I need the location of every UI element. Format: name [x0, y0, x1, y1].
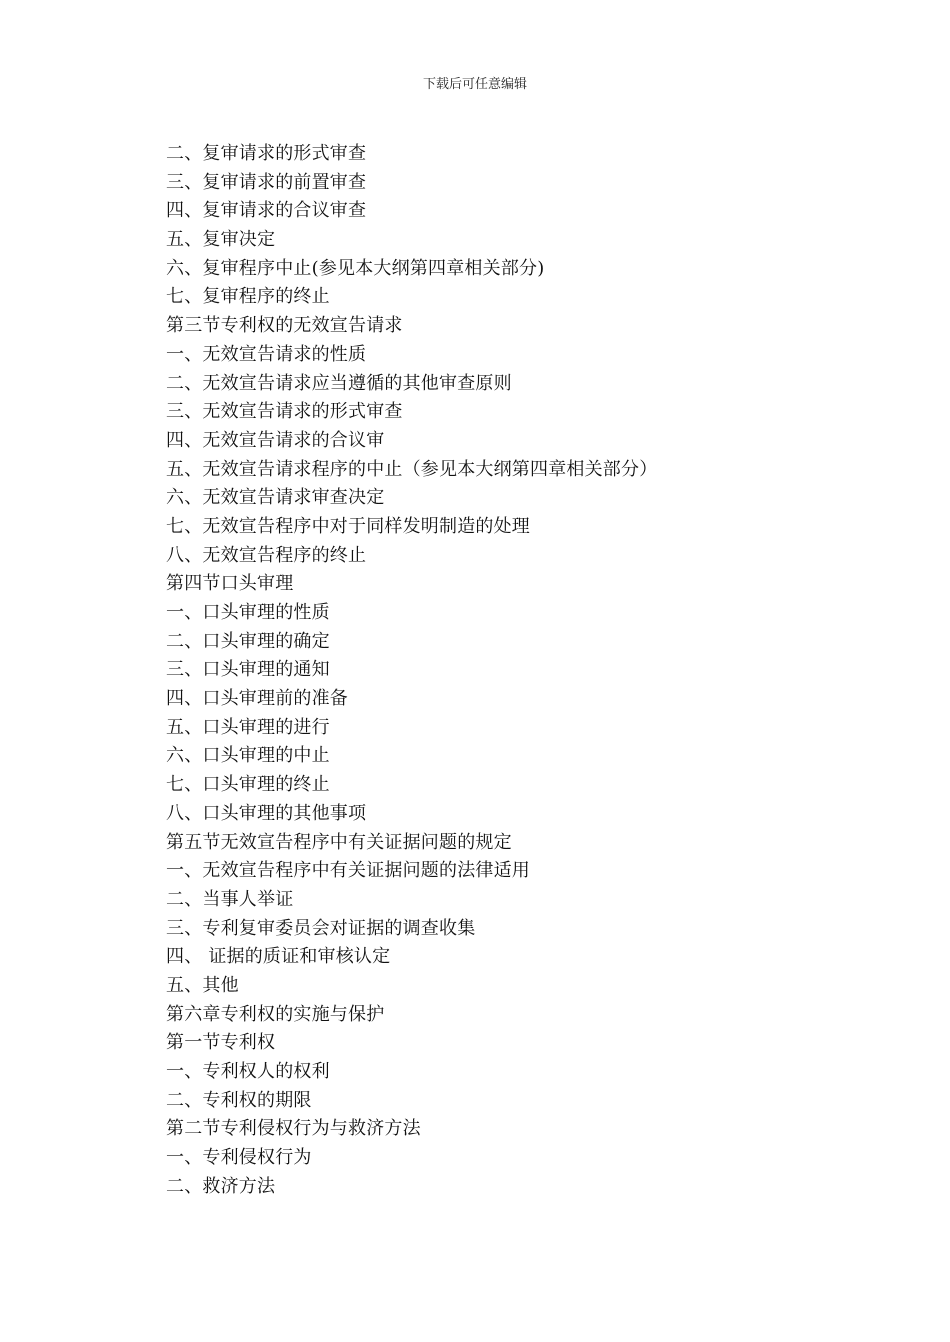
outline-line: 一、专利权人的权利 [166, 1061, 330, 1082]
outline-line: 四、无效宣告请求的合议审 [166, 429, 385, 451]
outline-line: 七、无效宣告程序中对于同样发明制造的处理 [166, 515, 530, 537]
outline-line: 四、 证据的质证和审核认定 [166, 946, 391, 968]
section-heading: 第三节专利权的无效宣告请求 [166, 315, 403, 337]
outline-line: 二、救济方法 [166, 1175, 276, 1197]
outline-line: 七、口头审理的终止 [166, 774, 330, 796]
page-header: 下载后可任意编辑 [422, 77, 527, 92]
outline-line: 六、无效宣告请求审查决定 [166, 487, 385, 509]
outline-line: 七、复审程序的终止 [166, 286, 330, 308]
outline-line: 一、专利侵权行为 [166, 1147, 312, 1169]
outline-line: 一、无效宣告请求的性质 [166, 343, 367, 365]
outline-line: 四、复审请求的合议审查 [166, 200, 367, 222]
outline-line: 一、无效宣告程序中有关证据问题的法律适用 [166, 860, 530, 882]
outline-line: 五、复审决定 [166, 229, 276, 251]
outline-line: 六、口头审理的中止 [166, 745, 330, 767]
section-heading: 第一节专利权 [166, 1032, 276, 1054]
outline-line: 二、复审请求的形式审查 [166, 143, 367, 164]
outline-line: 六、复审程序中止(参见本大纲第四章相关部分) [166, 257, 545, 279]
outline-line: 三、专利复审委员会对证据的调查收集 [166, 917, 476, 939]
outline-line: 八、无效宣告程序的终止 [166, 544, 367, 566]
outline-line: 八、口头审理的其他事项 [166, 802, 367, 824]
outline-line: 五、其他 [166, 974, 239, 996]
outline-line: 三、复审请求的前置审查 [166, 171, 367, 193]
outline-line: 二、无效宣告请求应当遵循的其他审查原则 [166, 372, 512, 394]
outline-line: 五、无效宣告请求程序的中止（参见本大纲第四章相关部分） [166, 458, 658, 480]
chapter-heading: 第六章专利权的实施与保护 [166, 1003, 385, 1025]
outline-line: 三、无效宣告请求的形式审查 [166, 401, 403, 423]
outline-line: 二、专利权的期限 [166, 1089, 312, 1111]
outline-line: 一、口头审理的性质 [166, 602, 330, 623]
outline-line: 二、口头审理的确定 [166, 630, 330, 652]
section-heading: 第五节无效宣告程序中有关证据问题的规定 [166, 831, 512, 853]
section-heading: 第二节专利侵权行为与救济方法 [166, 1118, 421, 1140]
outline-list [166, 140, 657, 1201]
section-heading: 第四节口头审理 [166, 573, 294, 595]
outline-line: 二、当事人举证 [166, 888, 294, 910]
outline-line: 五、口头审理的进行 [166, 716, 330, 738]
outline-line: 三、口头审理的通知 [166, 659, 330, 681]
outline-line: 四、口头审理前的准备 [166, 688, 348, 710]
